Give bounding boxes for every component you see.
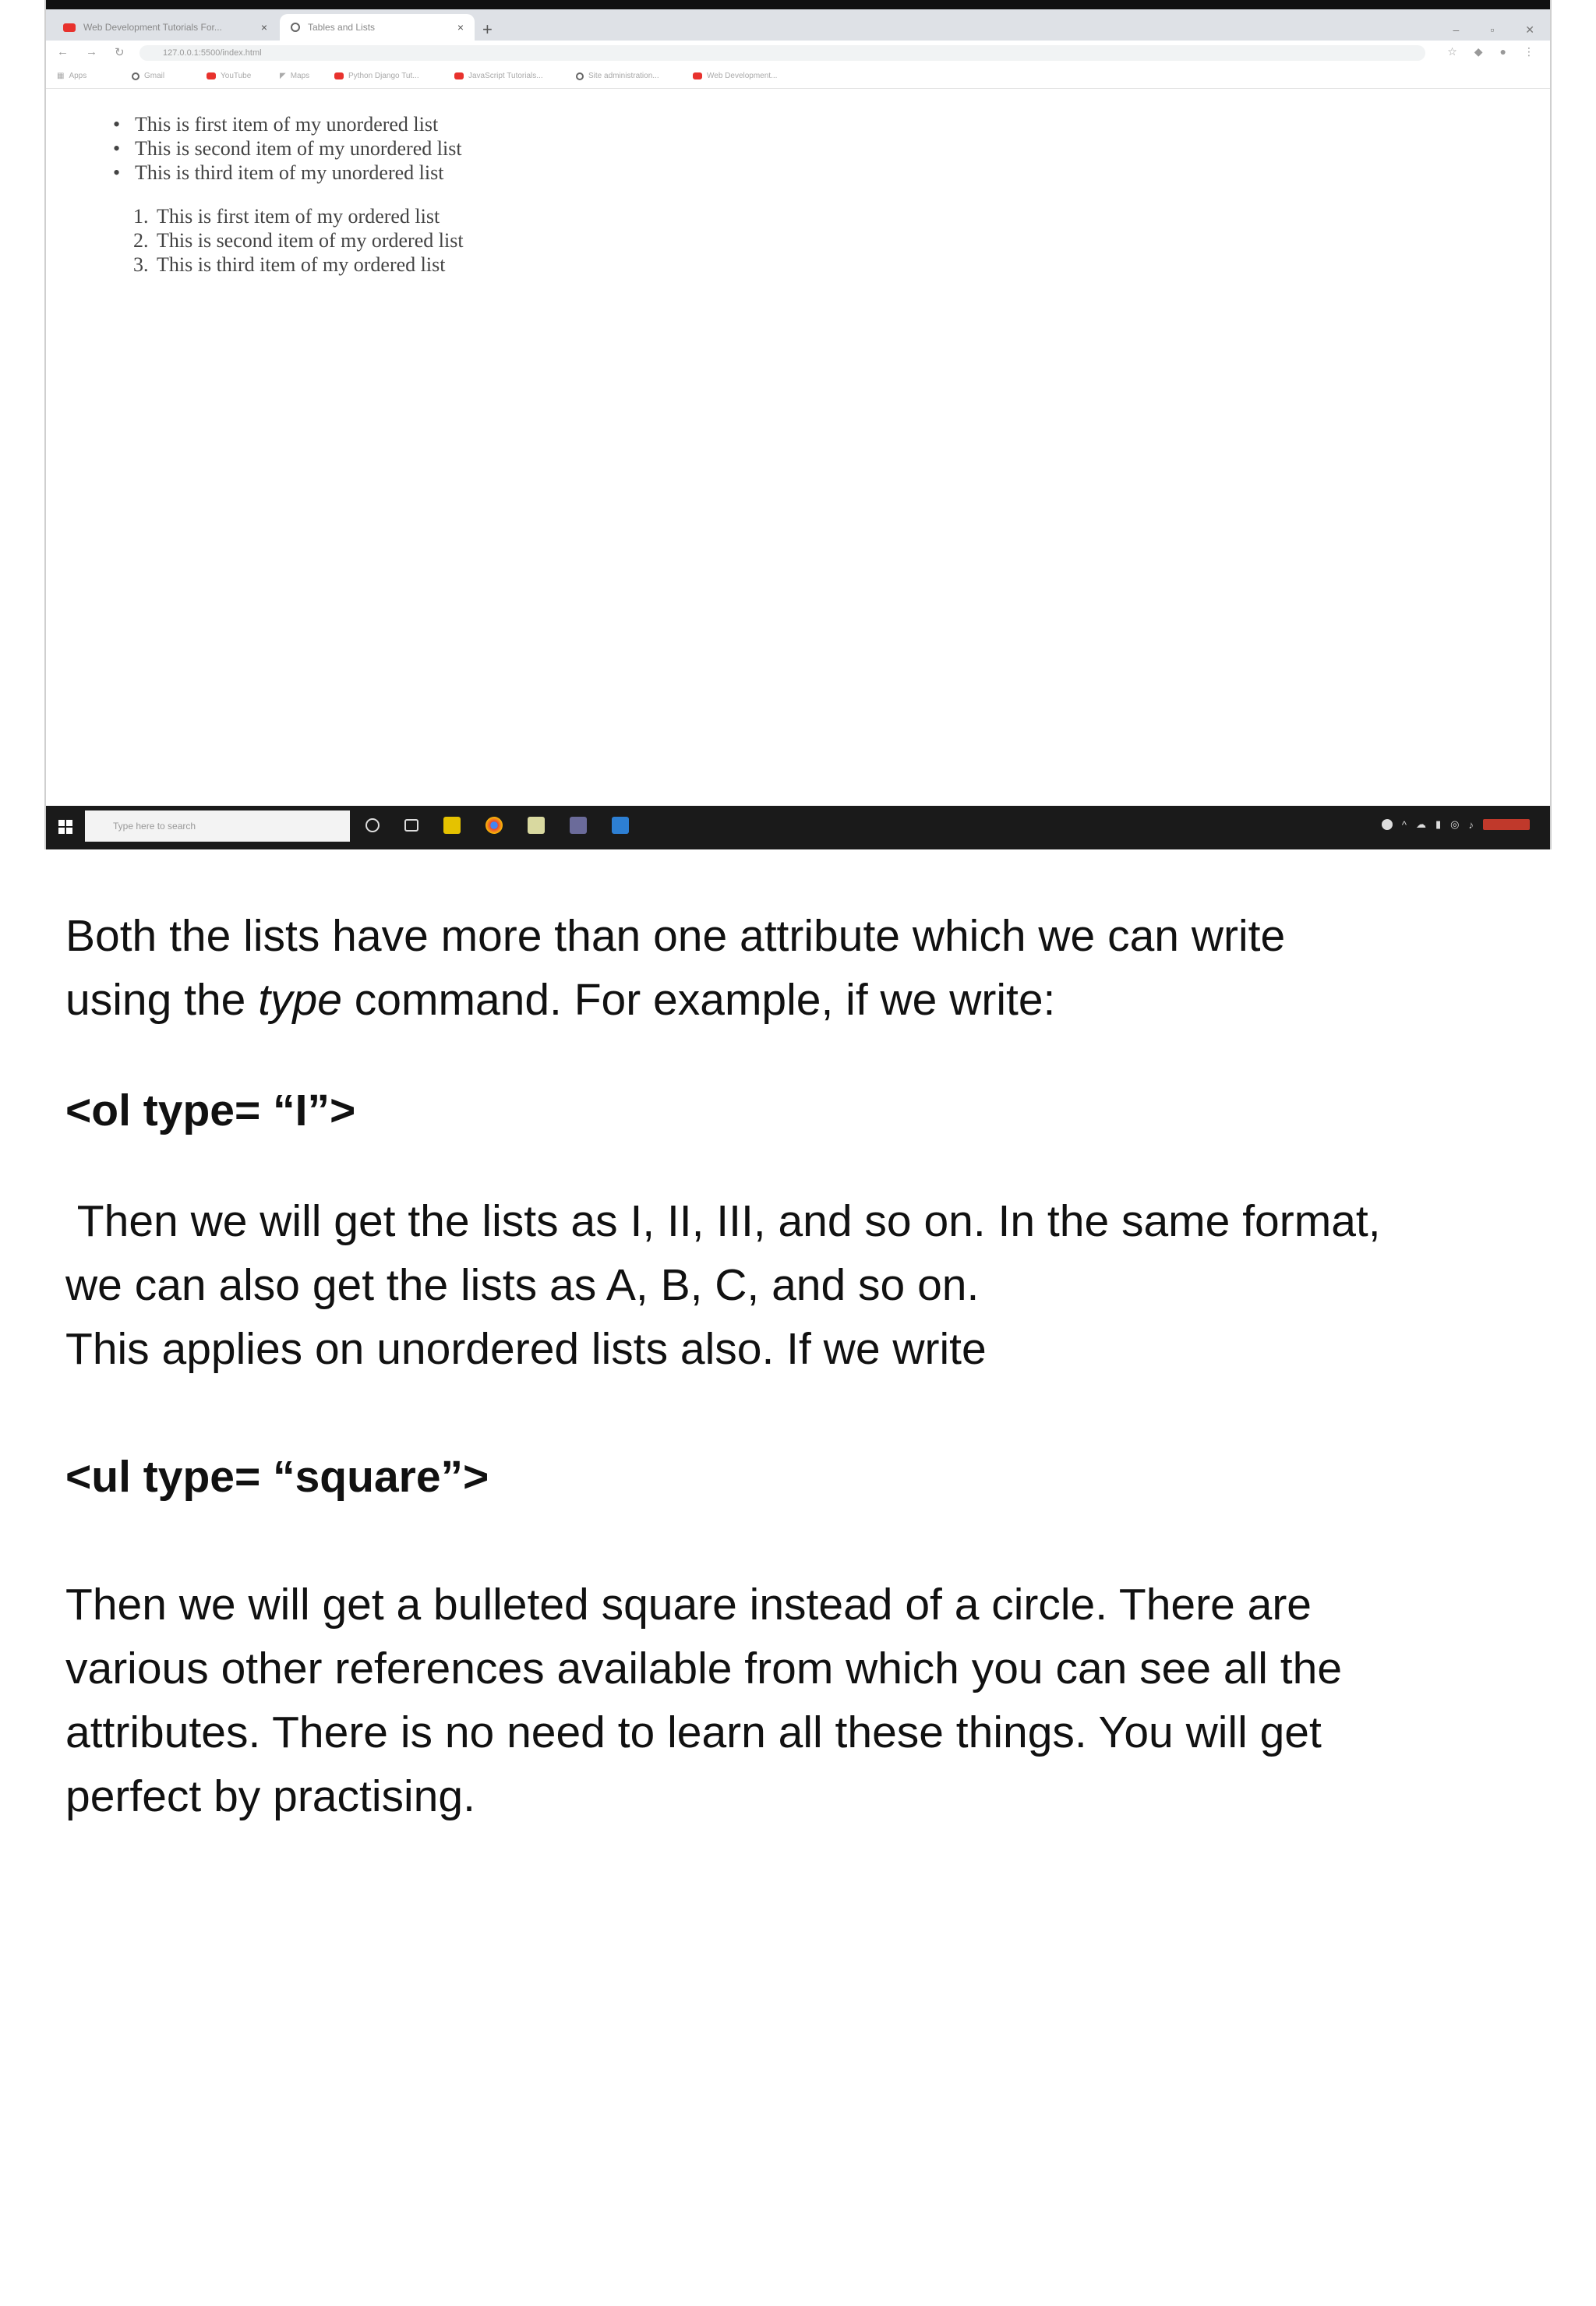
list-number: 2. (133, 229, 149, 252)
bookmark-apps[interactable] (57, 72, 87, 80)
list-item-text: This is second item of my ordered list (157, 229, 464, 252)
paragraph-3 (65, 1573, 1531, 1828)
menu-icon[interactable]: ⋮ (1524, 45, 1534, 58)
text-line: perfect by practising. (65, 1771, 475, 1821)
taskbar-search-input[interactable]: Type here to search (85, 810, 350, 842)
globe-icon (291, 23, 300, 32)
text-line: Then we will get the lists as I, II, III, and so on. In the same format, (65, 1196, 1381, 1246)
list-item: • This is second item of my unordered list (113, 136, 462, 161)
code-ul-type: <ul type= “square”> (65, 1452, 489, 1502)
text-line: This applies on unordered lists also. If we write (65, 1324, 987, 1374)
bookmark-label: Web Development... (707, 72, 778, 80)
emphasis-type: type (258, 975, 342, 1025)
window-controls (1453, 23, 1535, 37)
bookmark-label: Gmail (144, 72, 165, 80)
extension-icon[interactable]: ◆ (1474, 45, 1483, 58)
code-ol-type: <ol type= “I”> (65, 1086, 356, 1135)
new-tab-button[interactable]: + (482, 19, 493, 39)
globe-icon (132, 72, 139, 80)
volume-icon[interactable]: ♪ (1468, 818, 1474, 831)
bookmark-web-dev[interactable] (693, 72, 777, 80)
cortana-icon[interactable] (365, 818, 380, 832)
window-top-edge (46, 0, 1550, 9)
youtube-icon (334, 72, 344, 79)
vscode-icon[interactable] (612, 817, 629, 834)
list-item-text: This is first item of my ordered list (157, 205, 440, 228)
text-line: Then we will get a bulleted square instead of a circle. There are (65, 1580, 1312, 1630)
cloud-icon[interactable]: ☁ (1416, 818, 1426, 830)
battery-icon[interactable]: ▮ (1435, 818, 1442, 830)
close-window-icon[interactable]: ✕ (1525, 23, 1534, 36)
youtube-icon (454, 72, 464, 79)
list-item: • This is third item of my unordered list (113, 161, 462, 185)
apps-icon: ▦ (57, 72, 65, 80)
bookmark-youtube[interactable] (207, 72, 251, 80)
maps-icon: ◤ (280, 72, 286, 80)
bookmark-label: Site administration... (588, 72, 659, 80)
taskbar-apps (365, 817, 629, 834)
task-view-icon[interactable] (404, 819, 418, 832)
close-icon[interactable]: × (260, 21, 267, 34)
tab-title: Tables and Lists (308, 22, 376, 33)
list-item (133, 252, 464, 277)
windows-start-icon[interactable] (58, 820, 72, 834)
address-row (46, 41, 1550, 65)
youtube-icon (63, 23, 76, 32)
tab-title: Web Development Tutorials For... (83, 22, 222, 33)
bookmark-label: JavaScript Tutorials... (468, 72, 543, 80)
bookmark-javascript[interactable] (454, 72, 543, 80)
forward-icon[interactable]: → (86, 45, 97, 58)
clock-area[interactable] (1483, 819, 1530, 830)
bookmark-label: Maps (290, 72, 310, 80)
system-tray (1382, 818, 1530, 831)
bookmark-label: Python Django Tut... (348, 72, 419, 80)
youtube-icon (693, 72, 702, 79)
notes-icon[interactable] (528, 817, 545, 834)
tab-web-development[interactable] (52, 14, 278, 41)
globe-icon (576, 72, 584, 80)
bookmark-django[interactable] (334, 72, 419, 80)
paragraph-2 (65, 1189, 1531, 1381)
bookmarks-bar (46, 65, 1550, 89)
list-number: 1. (133, 205, 149, 228)
list-number: 3. (133, 253, 149, 276)
bookmark-gmail[interactable] (132, 72, 164, 80)
list-item (133, 204, 464, 228)
nav-buttons (57, 45, 125, 59)
toolbar-extras (1447, 45, 1534, 58)
list-item: • This is first item of my unordered list (113, 112, 462, 136)
star-icon[interactable]: ☆ (1447, 45, 1457, 58)
chrome-icon[interactable] (486, 817, 503, 834)
bookmark-maps[interactable] (280, 72, 309, 80)
list-item-text: This is third item of my ordered list (157, 253, 446, 276)
chevron-up-icon[interactable]: ^ (1401, 818, 1407, 831)
reload-icon[interactable]: ↻ (115, 46, 125, 59)
document-body (65, 904, 1531, 1828)
bookmark-label: YouTube (221, 72, 252, 80)
people-icon[interactable] (1382, 819, 1393, 830)
app-icon[interactable] (570, 817, 587, 834)
text-line: using the (65, 975, 259, 1025)
text-line: Both the lists have more than one attribute which we can write (65, 911, 1286, 961)
rendered-page (46, 89, 1550, 806)
address-bar[interactable]: 127.0.0.1:5500/index.html (139, 45, 1425, 61)
paragraph-1 (65, 904, 1531, 1032)
profile-icon[interactable]: ● (1499, 45, 1506, 58)
unordered-list (113, 112, 462, 185)
tab-tables-and-lists[interactable] (280, 14, 475, 41)
minimize-icon[interactable]: – (1453, 23, 1460, 36)
network-icon[interactable]: ◎ (1450, 818, 1460, 830)
maximize-icon[interactable]: ▫ (1490, 23, 1495, 36)
text-line: attributes. There is no need to learn all these things. You will get (65, 1707, 1322, 1757)
text-line: command. For example, if we write: (341, 975, 1056, 1025)
ordered-list (133, 204, 464, 277)
bookmark-label: Apps (69, 72, 87, 80)
back-icon[interactable]: ← (57, 45, 69, 58)
list-item (133, 228, 464, 252)
bookmark-site-admin[interactable] (576, 72, 659, 80)
youtube-icon (207, 72, 216, 79)
text-line: we can also get the lists as A, B, C, and so on. (65, 1260, 980, 1310)
close-icon[interactable]: × (457, 21, 464, 34)
taskbar (46, 806, 1550, 849)
file-explorer-icon[interactable] (443, 817, 461, 834)
text-line: various other references available from which you can see all the (65, 1644, 1343, 1693)
browser-screenshot (44, 0, 1552, 849)
tab-strip (46, 9, 1550, 41)
